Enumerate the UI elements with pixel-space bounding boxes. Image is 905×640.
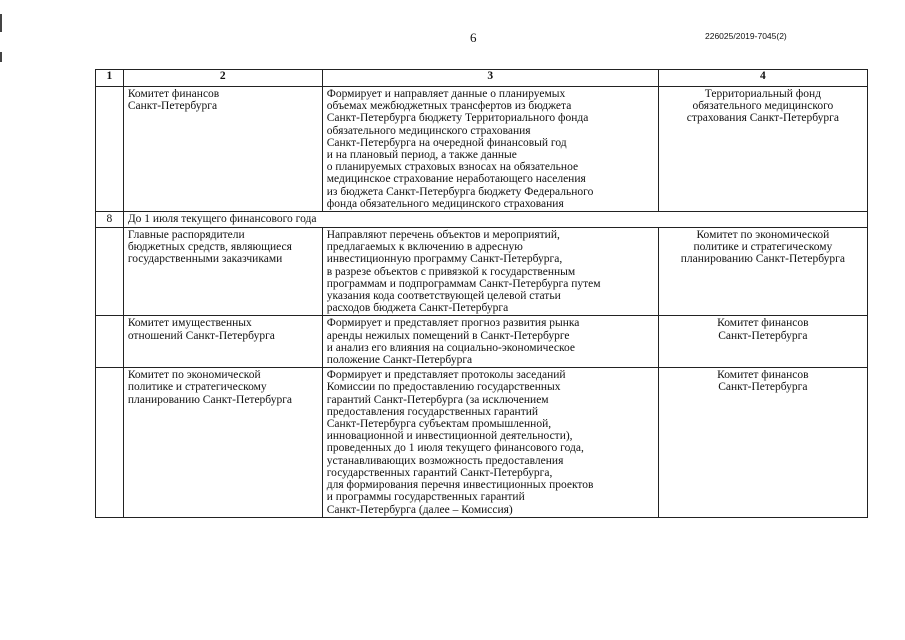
action-cell: Формирует и представляет протоколы заседаний Комиссии по предоставлению государственных гарантий Санкт-Петербурга (за исключением предоставления государственных гарантий Санкт-Петербурга субъектам промышленной, инновационной и инвестиционной деятельности), проведенных до 1 июля текущего финансового года, устанавливающих возможность предоставления государственных гарантий Санкт-Петербурга, для формирования перечня инвестиционных проектов и программы государственных гарантий Санкт-Петербурга (далее – Комиссия): [322, 368, 658, 517]
scan-edge-mark: [0, 14, 2, 32]
page-number: 6: [470, 30, 477, 45]
responsible-cell: Комитет имущественных отношений Санкт-Петербурга: [123, 316, 322, 368]
responsible-cell: Комитет финансов Санкт-Петербурга: [123, 87, 322, 212]
table-row: [96, 87, 868, 212]
header-cell: 1: [96, 70, 124, 87]
recipient-cell: Комитет по экономической политике и стратегическому планированию Санкт-Петербурга: [658, 228, 867, 316]
recipient-cell: Комитет финансов Санкт-Петербурга: [658, 368, 867, 517]
header-cell: 2: [123, 70, 322, 87]
recipient-cell: Территориальный фонд обязательного медицинского страхования Санкт-Петербурга: [658, 87, 867, 212]
action-cell: Формирует и представляет прогноз развития рынка аренды нежилых помещений в Санкт-Петербурге и анализ его влияния на социально-экономическое положение Санкт-Петербурга: [322, 316, 658, 368]
row-number-cell: [96, 87, 124, 212]
action-cell: Формирует и направляет данные о планируемых объемах межбюджетных трансфертов из бюджета Санкт-Петербурга бюджету Территориального фонда обязательного медицинского страхования Санкт-Петербурга на очередной финансовый год и на плановый период, а также данные о планируемых страховых взносах на обязательное медицинское страхование неработающего населения из бюджета Санкт-Петербурга бюджету Федерального фонда обязательного медицинского страхования: [322, 87, 658, 212]
responsible-cell: Главные распорядители бюджетных средств, являющиеся государственными заказчиками: [123, 228, 322, 316]
scan-edge-mark: [0, 52, 2, 62]
header-cell: 3: [322, 70, 658, 87]
recipient-cell: Комитет финансов Санкт-Петербурга: [658, 316, 867, 368]
row-number-cell: [96, 368, 124, 517]
table-header-row: [96, 70, 868, 87]
row-number-cell: [96, 316, 124, 368]
responsible-cell: Комитет по экономической политике и стратегическому планированию Санкт-Петербурга: [123, 368, 322, 517]
table-row: [96, 316, 868, 368]
header-cell: 4: [658, 70, 867, 87]
row-number-cell: [96, 228, 124, 316]
section-row: [96, 212, 868, 228]
table-row: [96, 368, 868, 517]
action-cell: Направляют перечень объектов и мероприятий, предлагаемых к включению в адресную инвестиционную программу Санкт-Петербурга, в разрезе объектов с привязкой к государственным программам и подпрограммам Санкт-Петербурга путем указания кода соответствующей целевой статьи расходов бюджета Санкт-Петербурга: [322, 228, 658, 316]
table-row: [96, 228, 868, 316]
section-title-cell: До 1 июля текущего финансового года: [123, 212, 867, 228]
document-code: 226025/2019-7045(2): [705, 31, 787, 41]
allocation-table: [95, 69, 868, 518]
section-number-cell: 8: [96, 212, 124, 228]
